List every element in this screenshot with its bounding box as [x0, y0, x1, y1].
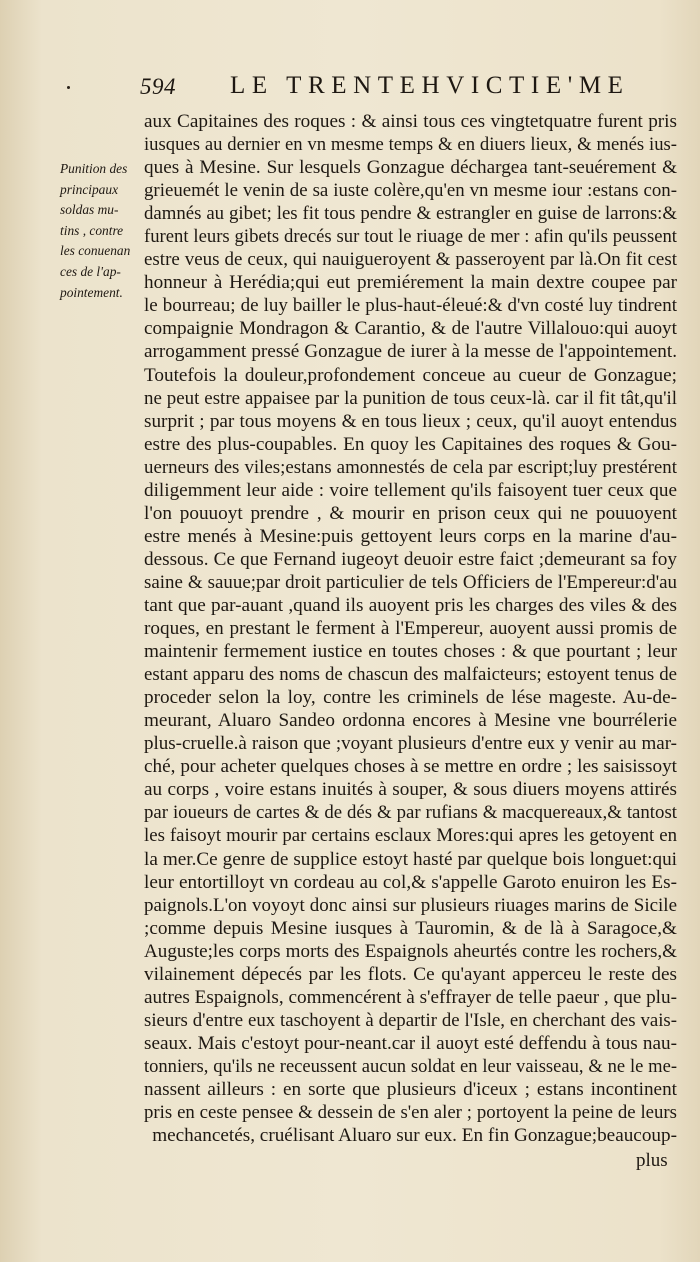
text-line: par ioueurs de cartes & de dés & par rufians & macquereaux,& tantost [144, 802, 677, 824]
text-line: le bourreau; de luy bailler le plus-haut-éleué:& d'vn costé luy tindrent [144, 295, 677, 317]
text-line: paignols.L'on voyoyt donc ainsi sur plusieurs riuages marins de Sicile [144, 894, 677, 916]
text-line: nassent ailleurs : en sorte que plusieurs d'iceux ; estans incontinent [144, 1078, 677, 1100]
text-line: proceder selon la loy, contre les criminels de lése mageste. Au-de- [144, 687, 677, 709]
text-line: roques, en prestant le ferment à l'Empereur, auoyent aussi promis de [144, 618, 677, 640]
text-line: furent leurs gibets drecés sur tout le riuage de mer : afin qu'ils peussent [144, 226, 677, 248]
text-line: damnés au gibet; les fit tous pendre & estrangler en guise de larrons:& [144, 203, 677, 225]
body-text [144, 110, 677, 1147]
text-line: iusques au dernier en vn mesme temps & en diuers lieux, & menés ius- [144, 134, 677, 156]
text-line: meurant, Aluaro Sandeo ordonna encores à Mesine vne bourrélerie [144, 710, 677, 732]
page-number: 594 [140, 74, 176, 99]
ink-dot [67, 86, 70, 89]
text-line: estre veus de ceux, qui nauigueroyent & passeroyent par là.On fit cest [144, 249, 677, 271]
text-line: sieurs d'entre eux taschoyent à departir de l'Isle, en cherchant des vais- [144, 1009, 677, 1031]
text-line: maintenir fermement iustice en toutes choses : & que pourtant ; leur [144, 641, 677, 663]
margin-note-line: principaux [60, 181, 119, 197]
text-line: la mer.Ce genre de supplice estoyt hasté par quelque bois longuet:qui [144, 848, 677, 870]
text-line: mechancetés, cruélisant Aluaro sur eux. En fin Gonzague;beaucoup- [152, 1125, 677, 1147]
text-line: l'on pouuoyt prendre , & mourir en prison ceux qui ne pouuoyent [144, 502, 677, 524]
text-line: honneur à Herédia;qui eut premiérement la main dextre coupee par [144, 272, 677, 294]
text-line: uerneurs des viles;estans amonnestés de cela par escript;luy prestérent [144, 456, 677, 478]
text-line: grieuemét le venin de sa iuste colère,qu'en vn mesme iour :estans con- [144, 180, 677, 202]
margin-note-line: soldas mu- [60, 202, 119, 218]
text-line: estre menés à Mesine:puis gettoyent leurs corps en la marine d'au- [144, 525, 677, 547]
text-line: les faisoyt mourir par certains esclaux Mores:qui apres les getoyent en [144, 825, 677, 847]
text-line: ;comme depuis Mesine iusques à Tauromin, & de là à Saragoce,& [144, 917, 677, 939]
text-line: ques à Mesine. Sur lesquels Gonzague déchargea tant-seuérement & [144, 157, 677, 179]
text-line: plus-cruelle.à raison que ;voyant plusieurs d'entre eux y venir au mar- [144, 733, 677, 755]
text-line: estant apparu des noms de chascun des malfaicteurs; estoyent tenus de [144, 664, 677, 686]
text-line: leur entortilloyt vn cordeau au col,& s'appelle Garoto enuiron les Es- [144, 871, 677, 893]
text-line: saine & sauue;par droit particulier de tels Officiers de l'Empereur:d'au [144, 571, 677, 593]
text-line: estre des plus-coupables. En quoy les Capitaines des roques & Gou- [144, 433, 677, 455]
text-line: tonniers, qu'ils ne receussent aucun soldat en leur vaisseau, & ne le me- [144, 1055, 677, 1077]
text-line: ché, pour acheter quelques choses à se mettre en ordre ; les saisissoyt [144, 756, 677, 778]
text-line: aux Capitaines des roques : & ainsi tous ces vingtetquatre furent pris [144, 111, 677, 132]
margin-note-line: Punition des [60, 161, 128, 176]
catchword: plus [636, 1150, 668, 1171]
text-line: diligemment leur aide : voire tellement qu'ils faisoyent tuer ceux que [144, 479, 677, 501]
page-header [140, 70, 660, 106]
text-line: surprit ; par tous moyens & en tous lieux ; ceux, qu'il auoyt entendus [144, 410, 677, 432]
text-line: au corps , voire estans inuités à souper, & sous diuers moyens attirés [144, 779, 677, 801]
running-head: LE TRENTEHVICTIE'ME [230, 72, 630, 99]
text-line: Toutefois la douleur,profondement conceue au cueur de Gonzague; [144, 364, 677, 386]
text-line: compaignie Mondragon & Carantio, & de l'autre Villalouo:qui auoyt [144, 318, 677, 340]
text-line: dessous. Ce que Fernand iugeoyt deuoir estre faict ;demeurant sa foy [144, 548, 677, 570]
text-line: ne peut estre appaisee par la punition de tous ceux-là. car il fit tât,qu'il [144, 387, 677, 409]
margin-note-line: pointement. [60, 284, 123, 300]
text-line: autres Espaignols, commencérent à s'effrayer de telle paeur , que plu- [144, 986, 677, 1008]
margin-note [60, 159, 144, 303]
text-line: arrogamment pressé Gonzague de iurer à la messe de l'appointement. [144, 341, 677, 363]
margin-note-line: les conuenan [60, 243, 131, 259]
margin-note-line: ces de l'ap- [60, 263, 121, 279]
text-line: tant que par-auant ,quand ils auoyent pris les charges des viles & des [144, 594, 677, 616]
text-line: vilainement dépecés par les flots. Ce qu'ayant apperceu le reste des [144, 963, 677, 985]
text-line: seaux. Mais c'estoyt pour-neant.car il auoyt esté deffendu à tous nau- [144, 1032, 677, 1054]
margin-note-line: tins , contre [60, 222, 124, 238]
text-line: Auguste;les corps morts des Espaignols aheurtés contre les rochers,& [144, 940, 677, 962]
text-line: pris en ceste pensee & dessein de s'en aler ; portoyent la peine de leurs [144, 1102, 677, 1124]
